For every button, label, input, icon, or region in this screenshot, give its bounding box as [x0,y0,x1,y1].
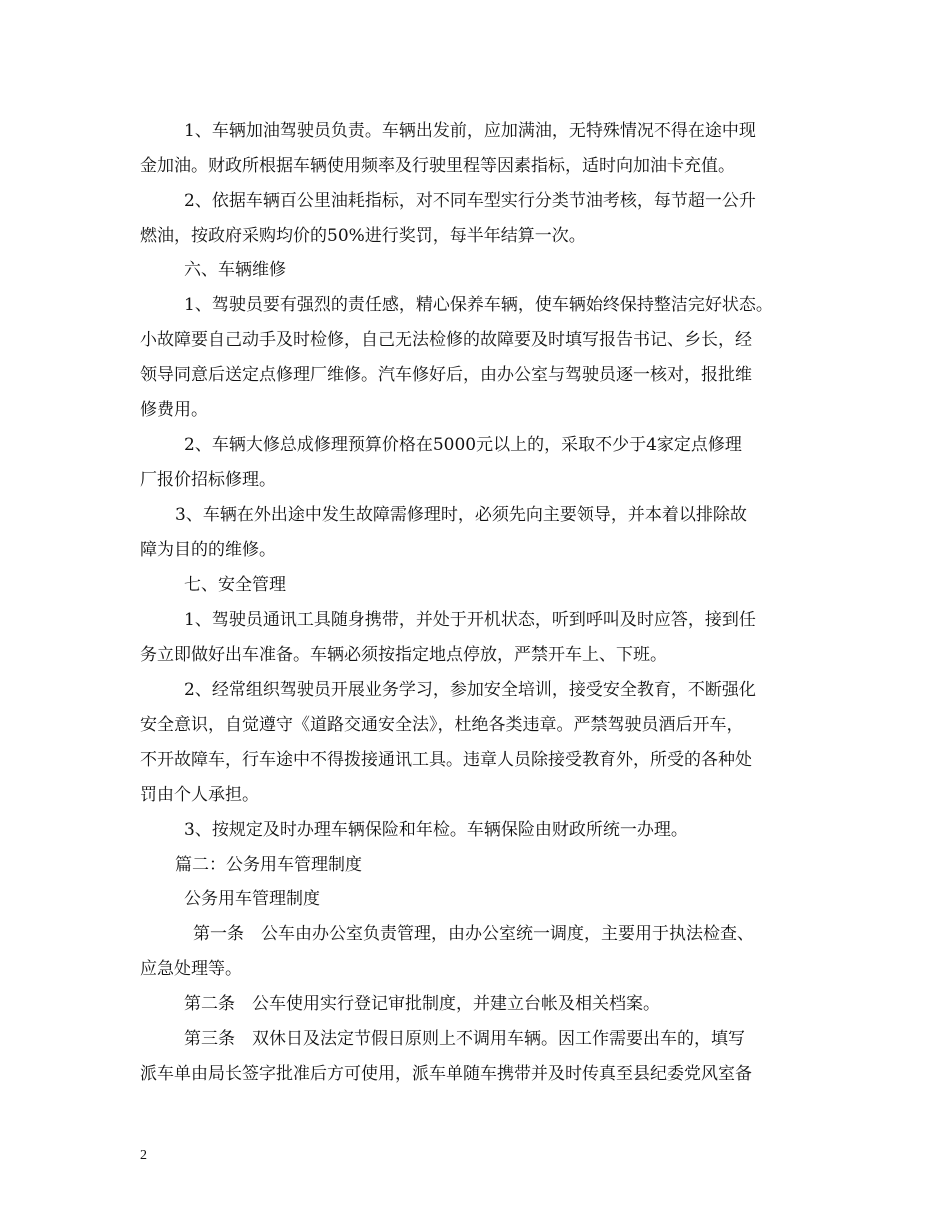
text-line: 3、车辆在外出途中发生故障需修理时，必须先向主要领导，并本着以排除故 [175,505,747,525]
chapter-heading: 篇二：公务用车管理制度 [175,855,362,875]
text-line: 应急处理等。 [140,959,242,979]
text-line: 不开故障车，行车途中不得拨接通讯工具。违章人员除接受教育外，所受的各种处 [140,750,752,770]
article-line: 第三条 双休日及法定节假日原则上不调用车辆。因工作需要出车的，填写 [184,1029,745,1049]
article-line: 第一条 公车由办公室负责管理，由办公室统一调度，主要用于执法检查、 [193,924,754,944]
text-line: 障为目的的维修。 [140,540,276,560]
text-line: 1、车辆加油驾驶员负责。车辆出发前，应加满油，无特殊情况不得在途中现 [184,121,756,141]
text-line: 派车单由局长签字批准后方可使用，派车单随车携带并及时传真至县纪委党风室备 [140,1064,752,1084]
text-line: 1、驾驶员通讯工具随身携带，并处于开机状态，听到呼叫及时应答，接到任 [184,610,756,630]
text-line: 小故障要自己动手及时检修，自己无法检修的故障要及时填写报告书记、乡长，经 [140,330,752,350]
text-line: 燃油，按政府采购均价的50%进行奖罚，每半年结算一次。 [140,226,586,246]
text-line: 2、依据车辆百公里油耗指标，对不同车型实行分类节油考核，每节超一公升 [184,191,756,211]
text-line: 金加油。财政所根据车辆使用频率及行驶里程等因素指标，适时向加油卡充值。 [140,156,735,176]
text-line: 1、驾驶员要有强烈的责任感，精心保养车辆，使车辆始终保持整洁完好状态。 [184,295,773,315]
document-title: 公务用车管理制度 [184,889,320,909]
text-line: 领导同意后送定点修理厂维修。汽车修好后，由办公室与驾驶员逐一核对，报批维 [140,365,752,385]
text-line: 修费用。 [140,400,208,420]
text-line: 2、经常组织驾驶员开展业务学习，参加安全培训，接受安全教育，不断强化 [184,680,756,700]
article-line: 第二条 公车使用实行登记审批制度，并建立台帐及相关档案。 [184,994,660,1014]
section-heading: 七、安全管理 [184,575,286,595]
text-line: 务立即做好出车准备。车辆必须按指定地点停放，严禁开车上、下班。 [140,645,667,665]
text-line: 3、按规定及时办理车辆保险和年检。车辆保险由财政所统一办理。 [184,820,688,840]
section-heading: 六、车辆维修 [184,260,286,280]
text-line: 罚由个人承担。 [140,785,259,805]
text-line: 安全意识，自觉遵守《道路交通安全法》，杜绝各类违章。严禁驾驶员酒后开车， [140,715,744,735]
text-line: 厂报价招标修理。 [140,470,276,490]
page-number: 2 [140,1148,147,1163]
text-line: 2、车辆大修总成修理预算价格在5000元以上的，采取不少于4家定点修理 [184,435,742,455]
